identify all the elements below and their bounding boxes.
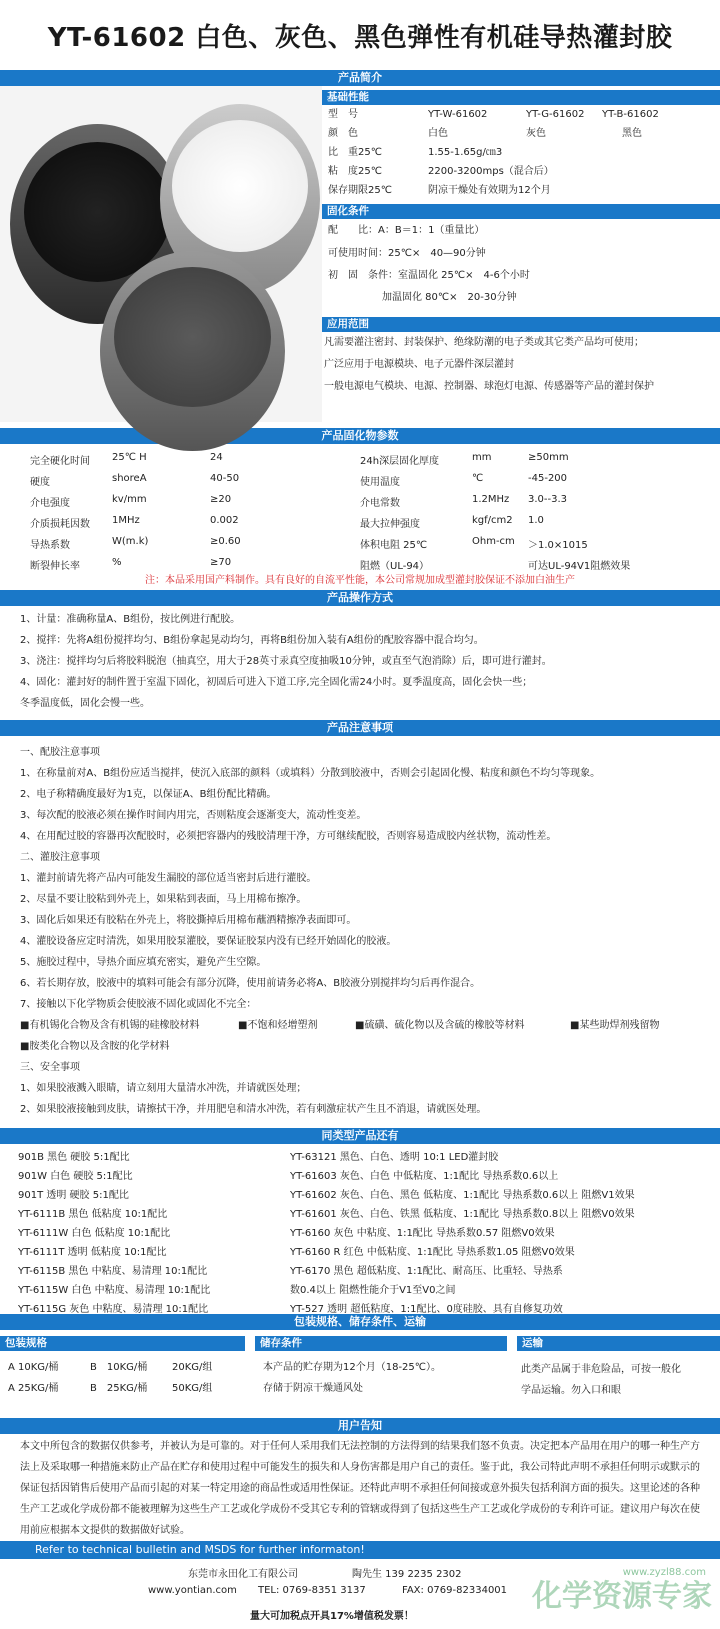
tel: TEL: 0769-8351 3137 (258, 1585, 366, 1596)
basic-cell: 比 重25℃ (328, 147, 382, 158)
section-notice: 用户告知 (0, 1418, 720, 1434)
basic-cell: 1.55-1.65g/㎝3 (428, 147, 503, 158)
store-header: 储存条件 (255, 1336, 507, 1351)
watermark-url: www.zyzl88.com (622, 1567, 706, 1578)
text-line: 二、灌胶注意事项 (20, 852, 100, 863)
similar-item: YT-527 透明 超低粘度、1:1配比、0度硅胶、具有自修复功效 (290, 1304, 563, 1315)
param-cell: 阻燃（UL-94） (360, 561, 430, 572)
param-cell: ≥70 (210, 557, 232, 568)
website-link[interactable]: www.yontian.com (148, 1585, 237, 1596)
text-line: 2、搅拌：先将A组份搅拌均匀、B组份拿起晃动均匀，再将B组份加入装有A组份的配胶容器中混合均匀。 (20, 635, 484, 646)
param-cell: shoreA (112, 473, 147, 484)
similar-item: YT-6160 灰色 中粘度、1:1配比 导热系数0.57 阻燃V0效果 (290, 1228, 555, 1239)
chem-item: ■硫磺、硫化物以及含硫的橡胶等材料 (355, 1020, 525, 1031)
similar-item: YT-61602 灰色、白色、黑色 低粘度、1:1配比 导热系数0.6以上 阻燃V1效果 (290, 1190, 635, 1201)
similar-item: YT-6160 R 红色 中低粘度、1:1配比 导热系数1.05 阻燃V0效果 (290, 1247, 575, 1258)
similar-item: 901W 白色 硬胶 5:1配比 (18, 1171, 133, 1182)
basic-cell: 型 号 (328, 109, 358, 120)
text-line: 3、浇注：搅拌均匀后将胶料脱泡（抽真空，用大于28英寸汞真空度抽吸10分钟，或直至气泡消除）后，即可进行灌封。 (20, 656, 552, 667)
pack-col (0, 1336, 255, 1418)
pack-item: 20KG/组 (172, 1362, 213, 1373)
similar-item: YT-6115B 黑色 中粘度、易清理 10:1配比 (18, 1266, 208, 1277)
basic-row (322, 143, 720, 162)
app-line: 凡需要灌注密封、封装保护、绝缘防潮的电子类或其它类产品均可使用； (324, 337, 644, 348)
basic-cell: 2200-3200mps（混合后） (428, 166, 554, 177)
fax: FAX: 0769-82334001 (402, 1585, 508, 1596)
basic-row (322, 162, 720, 181)
notice-text (0, 1434, 720, 1541)
pack-item: A 10KG/桶 (8, 1362, 59, 1373)
cured-params-table (0, 444, 720, 572)
param-cell: ≥20 (210, 494, 232, 505)
param-cell: 最大拉伸强度 (360, 519, 420, 530)
section-operation: 产品操作方式 (0, 590, 720, 606)
section-similar: 同类型产品还有 (0, 1128, 720, 1144)
footer (0, 1559, 720, 1629)
param-cell: ＞1.0×1015 (528, 540, 588, 551)
cured-note: 注：本品采用国产料制作。具有良好的自流平性能，本公司常规加成型灌封胶保证不添加白油生产 (145, 575, 575, 586)
safety-text (0, 1057, 720, 1120)
ship-line: 此类产品属于非危险品，可按一般化 (521, 1364, 681, 1375)
param-cell: ≥0.60 (210, 536, 241, 547)
chem-list (0, 1015, 720, 1036)
param-cell: 25℃ H (112, 452, 147, 463)
similar-item: YT-63121 黑色、白色、透明 10:1 LED灌封胶 (290, 1152, 499, 1163)
param-cell: ≥50mm (528, 452, 569, 463)
text-line: 4、固化：灌封好的制件置于室温下固化，初固后可进入下道工序,完全固化需24小时。夏季温度高，固化会快一些； (20, 677, 533, 688)
text-line: 3、固化后如果还有胶粘在外壳上，将胶撕掉后用棉布蘸酒精擦净表面即可。 (20, 915, 357, 926)
text-line: 7、接触以下化学物质会使胶液不固化或固化不完全： (20, 999, 257, 1010)
similar-item: YT-61601 灰色、白色、铁黑 低粘度、1:1配比 导热系数0.8以上 阻燃V0效果 (290, 1209, 635, 1220)
pack-item: 50KG/组 (172, 1383, 213, 1394)
product-photo (0, 86, 322, 422)
text-line: 1、如果胶液溅入眼睛，请立刻用大量清水冲洗，并请就医处理； (20, 1083, 307, 1094)
similar-item: YT-61603 灰色、白色 中低粘度、1:1配比 导热系数0.6以上 (290, 1171, 559, 1182)
param-cell: 完全硬化时间 (30, 456, 90, 467)
basic-cell: YT-G-61602 (526, 109, 585, 120)
basic-row (322, 124, 720, 143)
param-cell: 1.2MHz (472, 494, 510, 505)
param-cell: Ohm-cm (472, 536, 515, 547)
param-cell: ℃ (472, 473, 484, 484)
similar-products (0, 1144, 720, 1314)
watermark: 化学资源专家 (532, 1579, 712, 1614)
param-cell: 介电常数 (360, 498, 400, 509)
text-line: 1、在称量前对A、B组份应适当搅拌，使沉入底部的颜料（或填料）分散到胶液中，否则会引起固化慢、粘度和颜色不均匀等现象。 (20, 768, 601, 779)
footer-bar (0, 1541, 720, 1559)
similar-item: 901B 黑色 硬胶 5:1配比 (18, 1152, 130, 1163)
similar-item: 901T 透明 硬胶 5:1配比 (18, 1190, 129, 1201)
spec-panel (322, 86, 720, 422)
gray-jar (100, 251, 285, 451)
app-line: 广泛应用于电源模块、电子元器件深层灌封 (324, 359, 514, 370)
basic-row (322, 181, 720, 200)
param-cell: % (112, 557, 122, 568)
basic-row (322, 105, 720, 124)
param-cell: 介电强度 (30, 498, 70, 509)
ship-header: 运输 (517, 1336, 720, 1351)
param-cell: 3.0--3.3 (528, 494, 568, 505)
param-cell: 硬度 (30, 477, 50, 488)
similar-item: YT-6111W 白色 低粘度 10:1配比 (18, 1228, 171, 1239)
text-line: 1、计量：准确称量A、B组份，按比例进行配胶。 (20, 614, 241, 625)
section-cured: 产品固化物参数 (0, 428, 720, 444)
ship-col (517, 1336, 720, 1418)
app-header: 应用范围 (322, 317, 720, 332)
chem-item: ■胺类化合物以及含胺的化学材料 (20, 1041, 170, 1052)
param-cell: 导热系数 (30, 540, 70, 551)
notice-paragraph: 本文中所包含的数据仅供参考，并被认为是可靠的。对于任何人采用我们无法控制的方法得到的结果我们怒不负责。决定把本产品用在用户的哪一种生产方法上及采取哪一种措施来防止产品在贮存和使用过程中可能发生的损失和人身伤害都是用户自己的责任。鉴于此，我公司特此声明不承担任何明示或默示的保证包括因销售后使用产品而引起的对某一特定用途的商品性或适用性保证。还特此声明不承担任何间接或意外损失包括利润方面的损失。这里论述的各种生产工艺或化学成份都不能被理解为这些生产工艺或化学成份不受其它专利的管辖或得到了包括这些生产工艺或化学成份的专利许可证。建议用户每次在使用前应根据本文提供的数据做好试验。 (20, 1441, 700, 1536)
param-cell: 24 (210, 452, 223, 463)
text-line: 冬季温度低，固化会慢一些。 (20, 698, 150, 709)
operation-text (0, 606, 720, 714)
param-cell: 使用温度 (360, 477, 400, 488)
basic-cell: 阴凉干燥处有效期为12个月 (428, 185, 551, 196)
param-cell: 介质损耗因数 (30, 519, 90, 530)
store-col (255, 1336, 517, 1418)
text-line: 6、若长期存放，胶液中的填料可能会有部分沉降，使用前请务必将A、B胶液分别搅拌均匀后再作混合。 (20, 978, 481, 989)
param-cell: 体积电阻 25℃ (360, 540, 428, 551)
chem-item: ■不饱和烃增塑剂 (238, 1020, 318, 1031)
intro-block (0, 86, 720, 422)
param-cell: 1.0 (528, 515, 544, 526)
text-line: 2、尽量不要让胶粘到外壳上，如果粘到表面，马上用棉布擦净。 (20, 894, 307, 905)
basic-header: 基础性能 (322, 90, 720, 105)
basic-cell: YT-W-61602 (428, 109, 488, 120)
packaging-block (0, 1336, 720, 1418)
pack-item: A 25KG/桶 (8, 1383, 59, 1394)
similar-item: YT-6115W 白色 中粘度、易清理 10:1配比 (18, 1285, 211, 1296)
param-cell: mm (472, 452, 492, 463)
text-line: 4、在用配过胶的容器再次配胶时，必须把容器内的残胶清理干净，方可继续配胶，否则容易造成胶内丝状物，流动性差。 (20, 831, 557, 842)
page-title: YT-61602 白色、灰色、黑色弹性有机硅导热灌封胶 (47, 22, 673, 53)
similar-item: YT-6115G 灰色 中粘度、易清理 10:1配比 (18, 1304, 209, 1315)
basic-cell: 白色 (428, 128, 448, 139)
footer-en: Refer to technical bulletin and MSDS for further informaton! (35, 1543, 365, 1556)
basic-cell: 颜 色 (328, 128, 358, 139)
pack-header: 包装规格 (0, 1336, 245, 1351)
text-line: 三、安全事项 (20, 1062, 80, 1073)
store-line: 本产品的贮存期为12个月（18-25℃）。 (263, 1362, 442, 1373)
chem-list-2 (0, 1036, 720, 1057)
basic-cell: 粘 度25℃ (328, 166, 382, 177)
section-attention: 产品注意事项 (0, 720, 720, 736)
text-line: 一、配胶注意事项 (20, 747, 100, 758)
text-line: 4、灌胶设备应定时清洗，如果用胶泵灌胶，要保证胶泵内没有已经开始固化的胶液。 (20, 936, 397, 947)
contact: 陶先生 139 2235 2302 (352, 1569, 462, 1580)
pack-item: B 25KG/桶 (90, 1383, 148, 1394)
param-cell: 断裂伸长率 (30, 561, 80, 572)
cure-line: 初 固 条件：室温固化 25℃× 4-6个小时 (328, 270, 530, 281)
chem-item: ■有机锡化合物及含有机锡的硅橡胶材料 (20, 1020, 200, 1031)
cure-line: 配 比：A：B＝1：1（重量比） (328, 225, 485, 236)
text-line: 3、每次配的胶液必须在操作时间内用完，否则粘度会逐渐变大，流动性变差。 (20, 810, 367, 821)
cure-line: 加温固化 80℃× 20-30分钟 (382, 292, 517, 303)
section-intro: 产品简介 (0, 70, 720, 86)
cure-header: 固化条件 (322, 204, 720, 219)
basic-cell: 灰色 (526, 128, 546, 139)
basic-cell: YT-B-61602 (602, 109, 659, 120)
param-cell: -45-200 (528, 473, 568, 484)
section-packaging: 包装规格、储存条件、运输 (0, 1314, 720, 1330)
store-line: 存储于阴凉干燥通风处 (263, 1383, 363, 1394)
param-cell: 0.002 (210, 515, 239, 526)
text-line: 1、灌封前请先将产品内可能发生漏胶的部位适当密封后进行灌胶。 (20, 873, 317, 884)
text-line: 2、如果胶液接触到皮肤，请擦拭干净，并用肥皂和清水冲洗，若有刺激症状产生且不消退，请就医处理。 (20, 1104, 487, 1115)
company-name: 东莞市永田化工有限公司 (188, 1569, 298, 1580)
text-line: 5、施胶过程中，导热介面应填充密实，避免产生空隙。 (20, 957, 267, 968)
pack-item: B 10KG/桶 (90, 1362, 148, 1373)
promo: 量大可加税点开具17%增值税发票！ (250, 1611, 414, 1622)
basic-rows (322, 105, 720, 200)
param-cell: kv/mm (112, 494, 147, 505)
param-cell: 40-50 (210, 473, 240, 484)
param-cell: 24h深层固化厚度 (360, 456, 440, 467)
basic-cell: 黑色 (622, 128, 642, 139)
cure-line: 可使用时间：25℃× 40—90分钟 (328, 248, 486, 259)
text-line: 2、电子称精确度最好为1克，以保证A、B组份配比精确。 (20, 789, 277, 800)
similar-item: 数0.4以上 阻燃性能介于V1至V0之间 (290, 1285, 456, 1296)
similar-item: YT-6111T 透明 低粘度 10:1配比 (18, 1247, 167, 1258)
param-cell: 可达UL-94V1阻燃效果 (528, 561, 631, 572)
param-cell: 1MHz (112, 515, 140, 526)
app-line: 一般电源电气模块、电源、控制器、球泡灯电源、传感器等产品的灌封保护 (324, 381, 654, 392)
param-cell: kgf/cm2 (472, 515, 513, 526)
ship-line: 学品运输。勿入口和眼 (521, 1385, 621, 1396)
attention-text (0, 736, 720, 1015)
similar-item: YT-6170 黑色 超低粘度、1:1配比、耐高压、比重轻、导热系 (290, 1266, 563, 1277)
basic-cell: 保存期限25℃ (328, 185, 392, 196)
similar-item: YT-6111B 黑色 低粘度 10:1配比 (18, 1209, 168, 1220)
param-cell: W(m.k) (112, 536, 149, 547)
chem-item: ■某些助焊剂残留物 (570, 1020, 660, 1031)
